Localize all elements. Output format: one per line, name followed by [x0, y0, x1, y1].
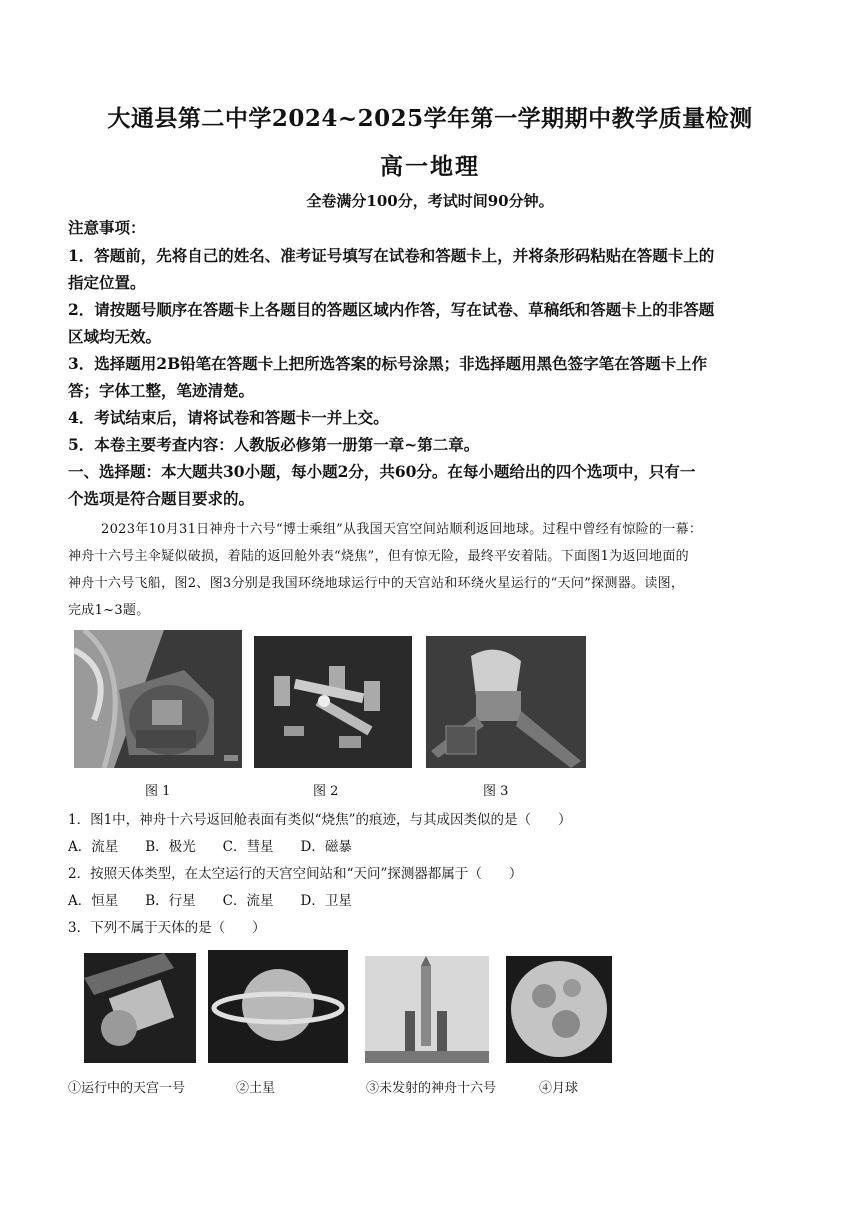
section-heading: 一、选择题：本大题共30小题，每小题2分，共60分。在每小题给出的四个选项中，只有一 — [68, 462, 696, 481]
figure-2-image — [254, 636, 412, 768]
section-heading: 个选项是符合题目要求的。 — [68, 489, 255, 508]
passage-line: 神舟十六号主伞疑似破损，着陆的返回舱外表“烧焦”，但有惊无险，最终平安着陆。下面图1为返回地面的 — [68, 549, 689, 564]
figure-1-caption: 图 1 — [145, 784, 171, 799]
q3-caption-2: ②土星 — [236, 1081, 276, 1096]
figure-3-caption: 图 3 — [483, 784, 509, 799]
q3-caption-3: ③未发射的神舟十六号 — [366, 1081, 497, 1096]
notice-line: 指定位置。 — [68, 273, 146, 292]
q3-caption-1: ①运行中的天宫一号 — [68, 1081, 186, 1096]
shenzhou-launch-image — [365, 956, 489, 1063]
saturn-image — [208, 950, 348, 1063]
question-1-options: A．流星 B．极光 C．彗星 D．磁暴 — [68, 839, 352, 855]
notice-line: 2．请按题号顺序在答题卡上各题目的答题区域内作答，写在试卷、草稿纸和答题卡上的非答题 — [68, 300, 715, 319]
passage-line: 2023年10月31日神舟十六号“博士乘组”从我国天宫空间站顺利返回地球。过程中曾经有惊险的一幕： — [101, 522, 703, 537]
notice-line: 3．选择题用2B铅笔在答题卡上把所选答案的标号涂黑；非选择题用黑色签字笔在答题卡上作 — [68, 354, 708, 373]
notice-line: 区域均无效。 — [68, 327, 162, 346]
notice-header: 注意事项： — [68, 218, 146, 237]
question-3: 3．下列不属于天体的是（ ） — [68, 920, 266, 936]
exam-title: 大通县第二中学2024~2025学年第一学期期中教学质量检测 — [107, 105, 753, 132]
passage-line: 神舟十六号飞船，图2、图3分别是我国环绕地球运行中的天宫站和环绕火星运行的“天问”探测器。读图， — [68, 576, 685, 591]
question-2-options: A．恒星 B．行星 C．流星 D．卫星 — [68, 893, 352, 909]
notice-line: 1．答题前，先将自己的姓名、准考证号填写在试卷和答题卡上，并将条形码粘贴在答题卡上的 — [68, 246, 715, 265]
subject-title: 高一地理 — [380, 153, 480, 180]
figure-3-image — [426, 636, 586, 768]
exam-subtitle: 全卷满分100分，考试时间90分钟。 — [306, 192, 554, 210]
question-1: 1．图1中，神舟十六号返回舱表面有类似“烧焦”的痕迹，与其成因类似的是（ ） — [68, 812, 572, 828]
passage-line: 完成1~3题。 — [68, 603, 150, 618]
question-2: 2．按照天体类型，在太空运行的天宫空间站和“天问”探测器都属于（ ） — [68, 866, 523, 882]
q3-caption-4: ④月球 — [539, 1081, 579, 1096]
notice-line: 答；字体工整，笔迹清楚。 — [68, 381, 255, 400]
figure-1-image — [74, 630, 242, 768]
tiangong-image — [84, 953, 196, 1063]
moon-image — [506, 956, 612, 1063]
notice-line: 4．考试结束后，请将试卷和答题卡一并上交。 — [68, 408, 389, 427]
notice-line: 5．本卷主要考查内容：人教版必修第一册第一章~第二章。 — [68, 435, 480, 454]
figure-2-caption: 图 2 — [313, 784, 339, 799]
